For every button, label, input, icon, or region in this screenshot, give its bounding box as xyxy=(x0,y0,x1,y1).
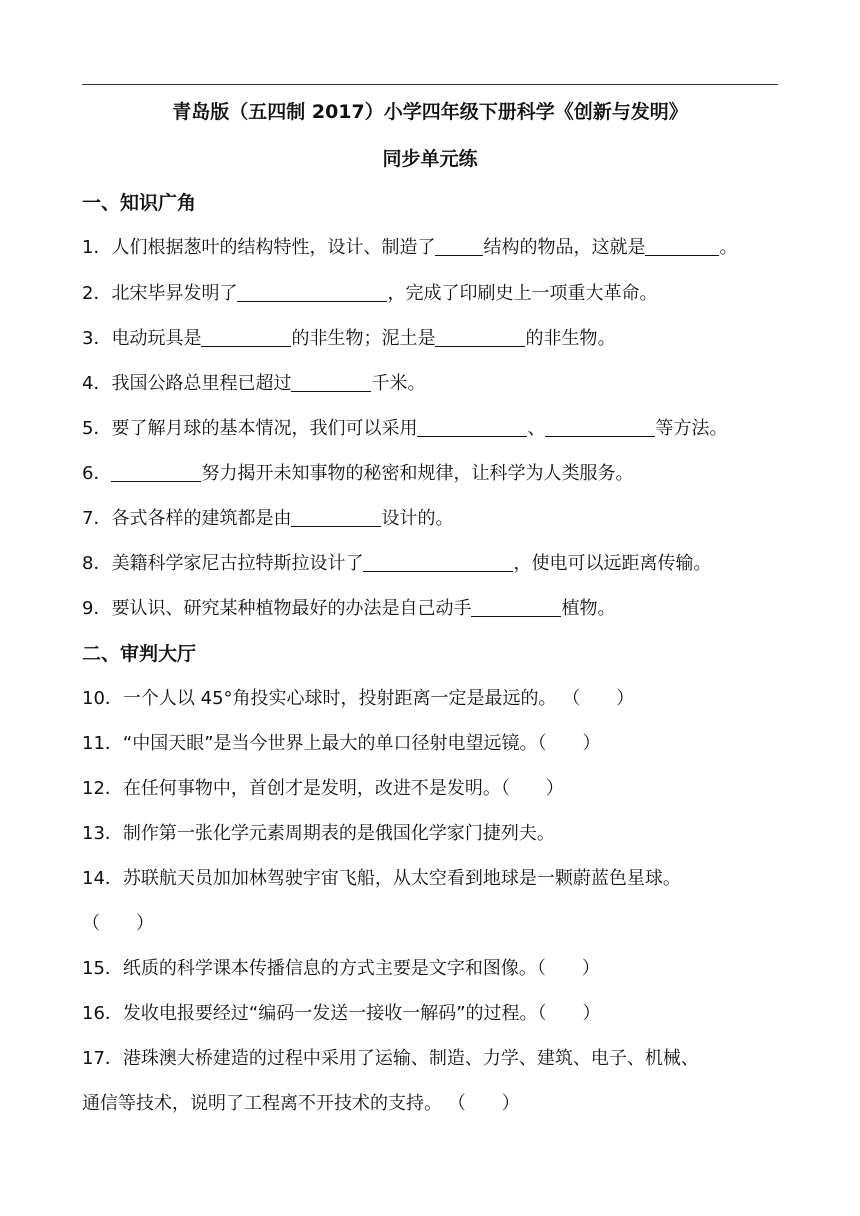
q6-text-b: 努力揭开未知事物的秘密和规律，让科学为人类服务。 xyxy=(201,463,634,484)
question-5 xyxy=(82,414,727,440)
q5-text-a: 5．要了解月球的基本情况，我们可以采用 xyxy=(82,418,418,439)
question-17-continued: 通信等技术，说明了工程离不开技术的支持。 （ ） xyxy=(82,1093,520,1114)
q8-text-b: ，使电可以远距离传输。 xyxy=(513,553,712,574)
q3-blank-1[interactable] xyxy=(201,328,291,347)
q2-text-b: ，完成了印刷史上一项重大革命。 xyxy=(387,283,658,304)
question-10: 10．一个人以 45°角投实心球时，投射距离一定是最远的。 （ ） xyxy=(82,688,635,709)
q3-text-c: 的非生物。 xyxy=(525,328,616,349)
q8-text-a: 8．美籍科学家尼古拉特斯拉设计了 xyxy=(82,553,364,574)
q3-blank-2[interactable] xyxy=(435,328,525,347)
q6-text-a: 6． xyxy=(82,463,112,484)
q1-text-c: 。 xyxy=(719,237,738,258)
section2-heading: 二、审判大厅 xyxy=(82,643,197,665)
q1-text-a: 1．人们根据葱叶的结构特性，设计、制造了 xyxy=(82,237,436,258)
page-title: 青岛版（五四制 2017）小学四年级下册科学《创新与发明》 xyxy=(172,101,688,123)
question-16: 16．发收电报要经过“编码一发送一接收一解码”的过程。（ ） xyxy=(82,1003,601,1024)
question-11: 11．“中国天眼”是当今世界上最大的单口径射电望远镜。（ ） xyxy=(82,733,601,754)
page-subtitle: 同步单元练 xyxy=(382,148,478,170)
q7-blank[interactable] xyxy=(291,508,381,527)
q4-text-a: 4．我国公路总里程已超过 xyxy=(82,373,292,394)
q5-blank-2[interactable] xyxy=(545,418,655,437)
question-6 xyxy=(82,459,633,485)
q6-blank[interactable] xyxy=(111,463,201,482)
question-4 xyxy=(82,369,425,395)
question-8 xyxy=(82,549,711,575)
q9-blank[interactable] xyxy=(471,598,561,617)
question-14-answer-bracket: （ ） xyxy=(82,913,154,934)
q1-text-b: 结构的物品，这就是 xyxy=(483,237,646,258)
q8-blank[interactable] xyxy=(363,553,513,572)
question-13: 13．制作第一张化学元素周期表的是俄国化学家门捷列夫。 xyxy=(82,823,555,844)
q2-text-a: 2．北宋毕昇发明了 xyxy=(82,283,238,304)
q7-text-b: 设计的。 xyxy=(381,508,454,529)
question-17: 17．港珠澳大桥建造的过程中采用了运输、制造、力学、建筑、电子、机械、 xyxy=(82,1048,699,1069)
q5-text-b: 、 xyxy=(527,418,546,439)
q4-blank[interactable] xyxy=(291,373,371,392)
question-1 xyxy=(82,233,737,259)
q4-text-b: 千米。 xyxy=(371,373,426,394)
q5-text-c: 等方法。 xyxy=(655,418,728,439)
q9-text-a: 9．要认识、研究某种植物最好的办法是自己动手 xyxy=(82,598,472,619)
question-7 xyxy=(82,504,453,530)
question-2 xyxy=(82,279,657,305)
q1-blank-2[interactable] xyxy=(645,237,719,256)
question-14: 14．苏联航天员加加林驾驶宇宙飞船，从太空看到地球是一颗蔚蓝色星球。 xyxy=(82,868,681,889)
q7-text-a: 7．各式各样的建筑都是由 xyxy=(82,508,292,529)
q9-text-b: 植物。 xyxy=(561,598,616,619)
q3-text-a: 3．电动玩具是 xyxy=(82,328,202,349)
question-15: 15．纸质的科学课本传播信息的方式主要是文字和图像。（ ） xyxy=(82,958,600,979)
question-12: 12．在任何事物中，首创才是发明，改进不是发明。（ ） xyxy=(82,778,564,799)
q1-blank-1[interactable] xyxy=(435,237,483,256)
q3-text-b: 的非生物；泥土是 xyxy=(291,328,436,349)
q2-blank[interactable] xyxy=(237,283,387,302)
question-3 xyxy=(82,324,615,350)
header-rule xyxy=(82,84,778,85)
q5-blank-1[interactable] xyxy=(417,418,527,437)
section1-heading: 一、知识广角 xyxy=(82,192,197,214)
question-9 xyxy=(82,594,615,620)
